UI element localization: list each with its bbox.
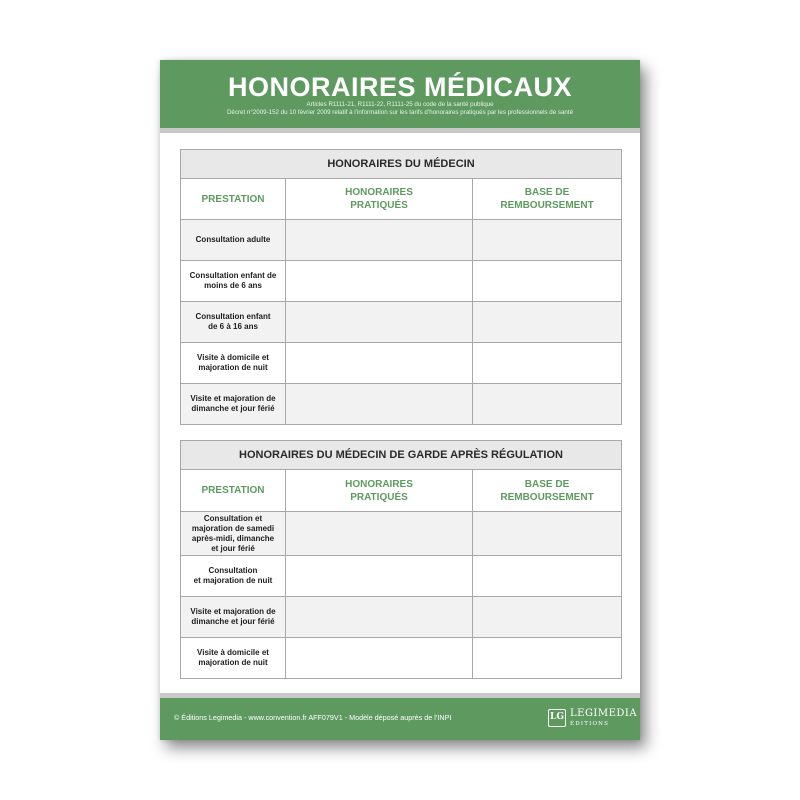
logo-mark-icon: LG	[548, 709, 566, 727]
table-row	[181, 556, 622, 597]
honoraires-cell[interactable]	[286, 597, 473, 638]
base-cell[interactable]	[473, 343, 622, 384]
column-header-honoraires	[286, 470, 473, 512]
base-cell[interactable]	[473, 261, 622, 302]
column-header-label: PRESTATION	[201, 193, 265, 205]
base-cell[interactable]	[473, 220, 622, 261]
header-divider	[160, 128, 640, 133]
poster-sheet	[160, 60, 640, 740]
row-label: Consultation enfant de moins de 6 ans	[181, 261, 286, 302]
base-cell[interactable]	[473, 556, 622, 597]
row-label: Visite à domicile et majoration de nuit	[181, 343, 286, 384]
table-row	[181, 302, 622, 343]
table-row	[181, 512, 622, 556]
honoraires-cell[interactable]	[286, 302, 473, 343]
logo-tagline: ÉDITIONS	[570, 721, 610, 727]
column-header-prestation	[181, 470, 286, 512]
row-label: Consultation enfant de 6 à 16 ans	[181, 302, 286, 343]
column-header-label: BASE DE REMBOURSEMENT	[500, 478, 594, 503]
publisher-logo	[548, 705, 638, 733]
page-title: HONORAIRES MÉDICAUX	[227, 72, 573, 102]
section-title: HONORAIRES DU MÉDECIN	[181, 150, 622, 179]
column-header-label: HONORAIRES PRATIQUÉS	[345, 187, 413, 211]
fees-table-doctor	[180, 149, 622, 425]
poster-footer	[160, 698, 640, 740]
base-cell[interactable]	[473, 512, 622, 556]
column-header-base	[473, 179, 622, 220]
table-row	[181, 220, 622, 261]
base-cell[interactable]	[473, 302, 622, 343]
legal-reference-line-1: Articles R1111-21, R1111-22, R1111-25 du code de la santé publique	[306, 101, 494, 108]
legal-reference-line-2: Décret n°2009-152 du 10 février 2009 relatif à l’information sur les tarifs d’honoraires pratiqués par les professionnels de santé	[226, 109, 574, 116]
fees-table-on-call-doctor	[180, 440, 622, 679]
table-row	[181, 343, 622, 384]
logo-name: LEGIMEDIA	[570, 708, 638, 719]
row-label: Consultation adulte	[181, 220, 286, 261]
poster-header	[160, 60, 640, 128]
base-cell[interactable]	[473, 597, 622, 638]
table-row	[181, 384, 622, 425]
row-label: Consultation et majoration de nuit	[181, 556, 286, 597]
honoraires-cell[interactable]	[286, 512, 473, 556]
column-header-label: PRESTATION	[201, 485, 265, 496]
column-header-label: BASE DE REMBOURSEMENT	[500, 187, 594, 211]
table-row	[181, 638, 622, 679]
row-label: Visite et majoration de dimanche et jour férié	[181, 597, 286, 638]
column-header-prestation	[181, 179, 286, 220]
honoraires-cell[interactable]	[286, 556, 473, 597]
honoraires-cell[interactable]	[286, 638, 473, 679]
table-row	[181, 261, 622, 302]
column-header-base	[473, 470, 622, 512]
column-header-label: HONORAIRES PRATIQUÉS	[345, 478, 413, 503]
copyright-text: © Éditions Legimedia - www.convention.fr AFF079V1 - Modèle déposé auprès de l’INPI	[174, 713, 452, 722]
honoraires-cell[interactable]	[286, 261, 473, 302]
base-cell[interactable]	[473, 638, 622, 679]
honoraires-cell[interactable]	[286, 343, 473, 384]
table-row	[181, 597, 622, 638]
base-cell[interactable]	[473, 384, 622, 425]
honoraires-cell[interactable]	[286, 384, 473, 425]
section-title: HONORAIRES DU MÉDECIN DE GARDE APRÈS RÉGULATION	[181, 441, 622, 470]
honoraires-cell[interactable]	[286, 220, 473, 261]
row-label: Consultation et majoration de samedi après-midi, dimanche et jour férié	[181, 512, 286, 556]
row-label: Visite à domicile et majoration de nuit	[181, 638, 286, 679]
row-label: Visite et majoration de dimanche et jour férié	[181, 384, 286, 425]
column-header-honoraires	[286, 179, 473, 220]
